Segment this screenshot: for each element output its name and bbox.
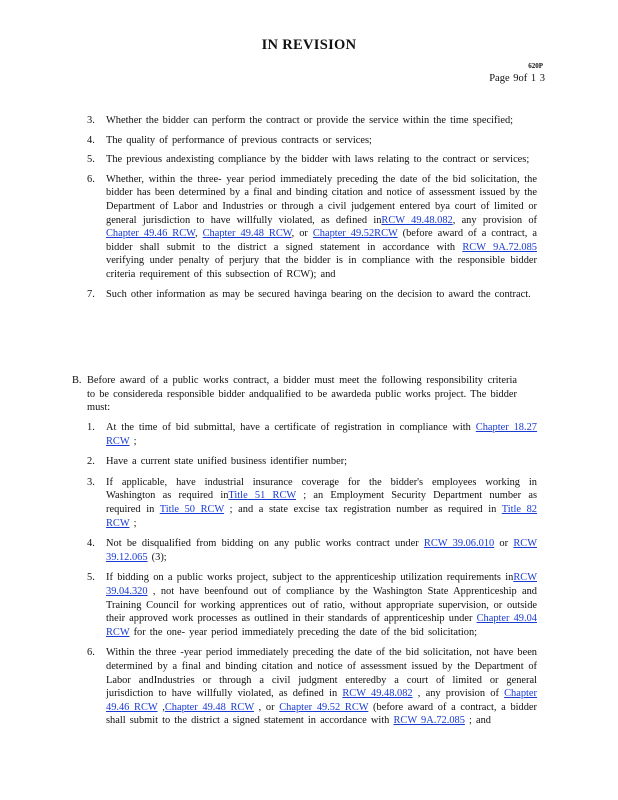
text-run: Not be disqualified from bidding on any public works contract under	[106, 538, 424, 550]
list-item	[87, 455, 537, 469]
rcw-reference-link[interactable]: Title 50 RCW	[159, 503, 225, 515]
rcw-reference-link[interactable]: Chapter 49.46 RCW	[106, 228, 195, 240]
item-text	[106, 571, 537, 639]
text-run: At the time of bid submittal, have a certificate of registration in compliance with	[106, 422, 476, 433]
text-run: ,	[157, 701, 165, 713]
criteria-list-b	[87, 421, 537, 735]
item-text	[106, 421, 537, 448]
text-run: If bidding on a public works project, subject to the apprenticeship utilization requirements in	[106, 572, 514, 584]
item-text	[106, 646, 537, 728]
list-item	[87, 114, 537, 128]
item-text: Whether the bidder can perform the contract or provide the service within the time specified;	[106, 115, 514, 126]
item-text	[106, 537, 537, 564]
text-run: (before award of a contract, a bidder shall submit to the district a signed statement in accordance with	[106, 701, 537, 727]
rcw-reference-link[interactable]: Chapter 49.46 RCW	[106, 688, 538, 713]
text-run: (before award of a contract, a bidder shall submit to the district a signed statement in accordance with	[106, 228, 537, 253]
item-number: 6.	[87, 647, 95, 659]
item-number: 5.	[87, 154, 95, 166]
rcw-reference-link[interactable]: RCW 49.48.082	[342, 688, 413, 700]
list-item	[87, 476, 537, 530]
item-number: 7.	[87, 288, 95, 300]
text-run: or	[494, 538, 514, 550]
rcw-reference-link[interactable]: Title 51 RCW	[228, 490, 296, 502]
rcw-reference-link[interactable]: Chapter 49.48 RCW	[202, 228, 292, 240]
text-run: Whether, within the three- year period immediately preceding the date of the bid solicitation, the bidder has been determined by a final and binding citation and notice of assessment issued by the Department of Labor and Industries or through a civil judgement entered bya court of limited or general jurisdiction to have willfully violated, as defined in	[106, 173, 537, 226]
text-run: Within the three -year period immediately preceding the date of the bid solicitation, not have been determined by a final and binding citation and notice of assessment issued by the Department of Labor andIndustries or through a civil judgment enteredby a court of limited or general jurisdiction to have willfully violated, as defined in	[106, 647, 537, 700]
item-number: 6.	[87, 173, 95, 185]
item-text	[106, 476, 537, 530]
form-code: 620P	[528, 62, 543, 70]
text-run: Have a current state unified business identifier number;	[106, 456, 348, 468]
text-run: (3);	[147, 551, 167, 563]
item-number: 1.	[87, 422, 95, 433]
rcw-reference-link[interactable]: RCW 9A.72.085	[393, 715, 465, 727]
item-text	[106, 455, 537, 469]
text-run: If applicable, have industrial insurance coverage for the bidder's employees working in Washington as required in	[106, 476, 537, 502]
list-item	[87, 173, 537, 282]
text-run: ,	[195, 228, 203, 240]
text-run: ;	[129, 435, 137, 447]
list-item	[87, 421, 537, 448]
rcw-reference-link[interactable]: RCW 39.12.065	[106, 538, 537, 563]
list-item	[87, 646, 537, 728]
item-text: The quality of performance of previous contracts or services;	[106, 134, 372, 146]
item-number: 3.	[87, 476, 95, 488]
text-run: , any provision of	[412, 688, 505, 700]
section-b	[72, 374, 542, 415]
page-title: IN REVISION	[261, 37, 357, 53]
rcw-reference-link[interactable]: RCW 39.06.010	[423, 538, 495, 550]
text-run: ; and a state excise tax registration number as required in	[224, 503, 502, 515]
rcw-reference-link[interactable]: Chapter 49.04 RCW	[106, 613, 537, 638]
list-item	[87, 153, 537, 167]
list-item	[87, 537, 537, 564]
text-run: ; an Employment Security Department number as required in	[106, 490, 538, 515]
text-run: verifying under penalty of perjury that the bidder is in compliance with the responsible bidder criteria requirement of this subsection of RCW); and	[106, 255, 537, 280]
criteria-list-a	[87, 114, 537, 307]
item-text: Such other information as may be secured havinga bearing on the decision to award the contract.	[106, 288, 531, 300]
rcw-reference-link[interactable]: Chapter 18.27 RCW	[106, 422, 537, 447]
item-number: 2.	[87, 456, 95, 468]
text-run: ;	[129, 517, 137, 529]
rcw-reference-link[interactable]: Chapter 49.52RCW	[312, 228, 398, 240]
item-text	[106, 173, 537, 282]
item-number: 4.	[87, 538, 95, 550]
rcw-reference-link[interactable]: Chapter 49.48 RCW	[164, 701, 254, 713]
text-run: , any provision of	[452, 214, 537, 226]
rcw-reference-link[interactable]: Title 82 RCW	[106, 503, 537, 529]
text-run: for the one- year period immediately preceding the date of the bid solicitation;	[129, 626, 478, 638]
rcw-reference-link[interactable]: RCW 9A.72.085	[462, 241, 537, 253]
page-number: Page 9of 1 3	[489, 73, 545, 84]
section-text: Before award of a public works contract, a bidder must meet the following responsibility criteria to be considereda responsible bidder andqualified to be awardeda public works project. The bidder must:	[87, 375, 517, 414]
rcw-reference-link[interactable]: RCW 39.04.320	[106, 572, 537, 597]
item-number: 3.	[87, 115, 95, 126]
item-number: 4.	[87, 134, 95, 146]
rcw-reference-link[interactable]: Chapter 49.52 RCW	[279, 701, 369, 713]
section-letter: B.	[72, 375, 82, 386]
text-run: , or	[291, 228, 313, 240]
text-run: , or	[253, 701, 280, 713]
rcw-reference-link[interactable]: RCW 49.48.082	[381, 214, 453, 226]
item-text: The previous andexisting compliance by the bidder with laws relating to the contract or services;	[106, 154, 530, 166]
list-item	[87, 288, 537, 302]
text-run: , not have beenfound out of compliance by the Washington State Apprenticeship and Training Council for working apprentices out of ratio, without appropriate supervision, or outside their approved work processes as outlined in their standards of apprenticeship under	[106, 585, 537, 625]
text-run: ; and	[464, 715, 491, 727]
item-number: 5.	[87, 572, 95, 584]
list-item	[87, 571, 537, 639]
list-item	[87, 134, 537, 148]
